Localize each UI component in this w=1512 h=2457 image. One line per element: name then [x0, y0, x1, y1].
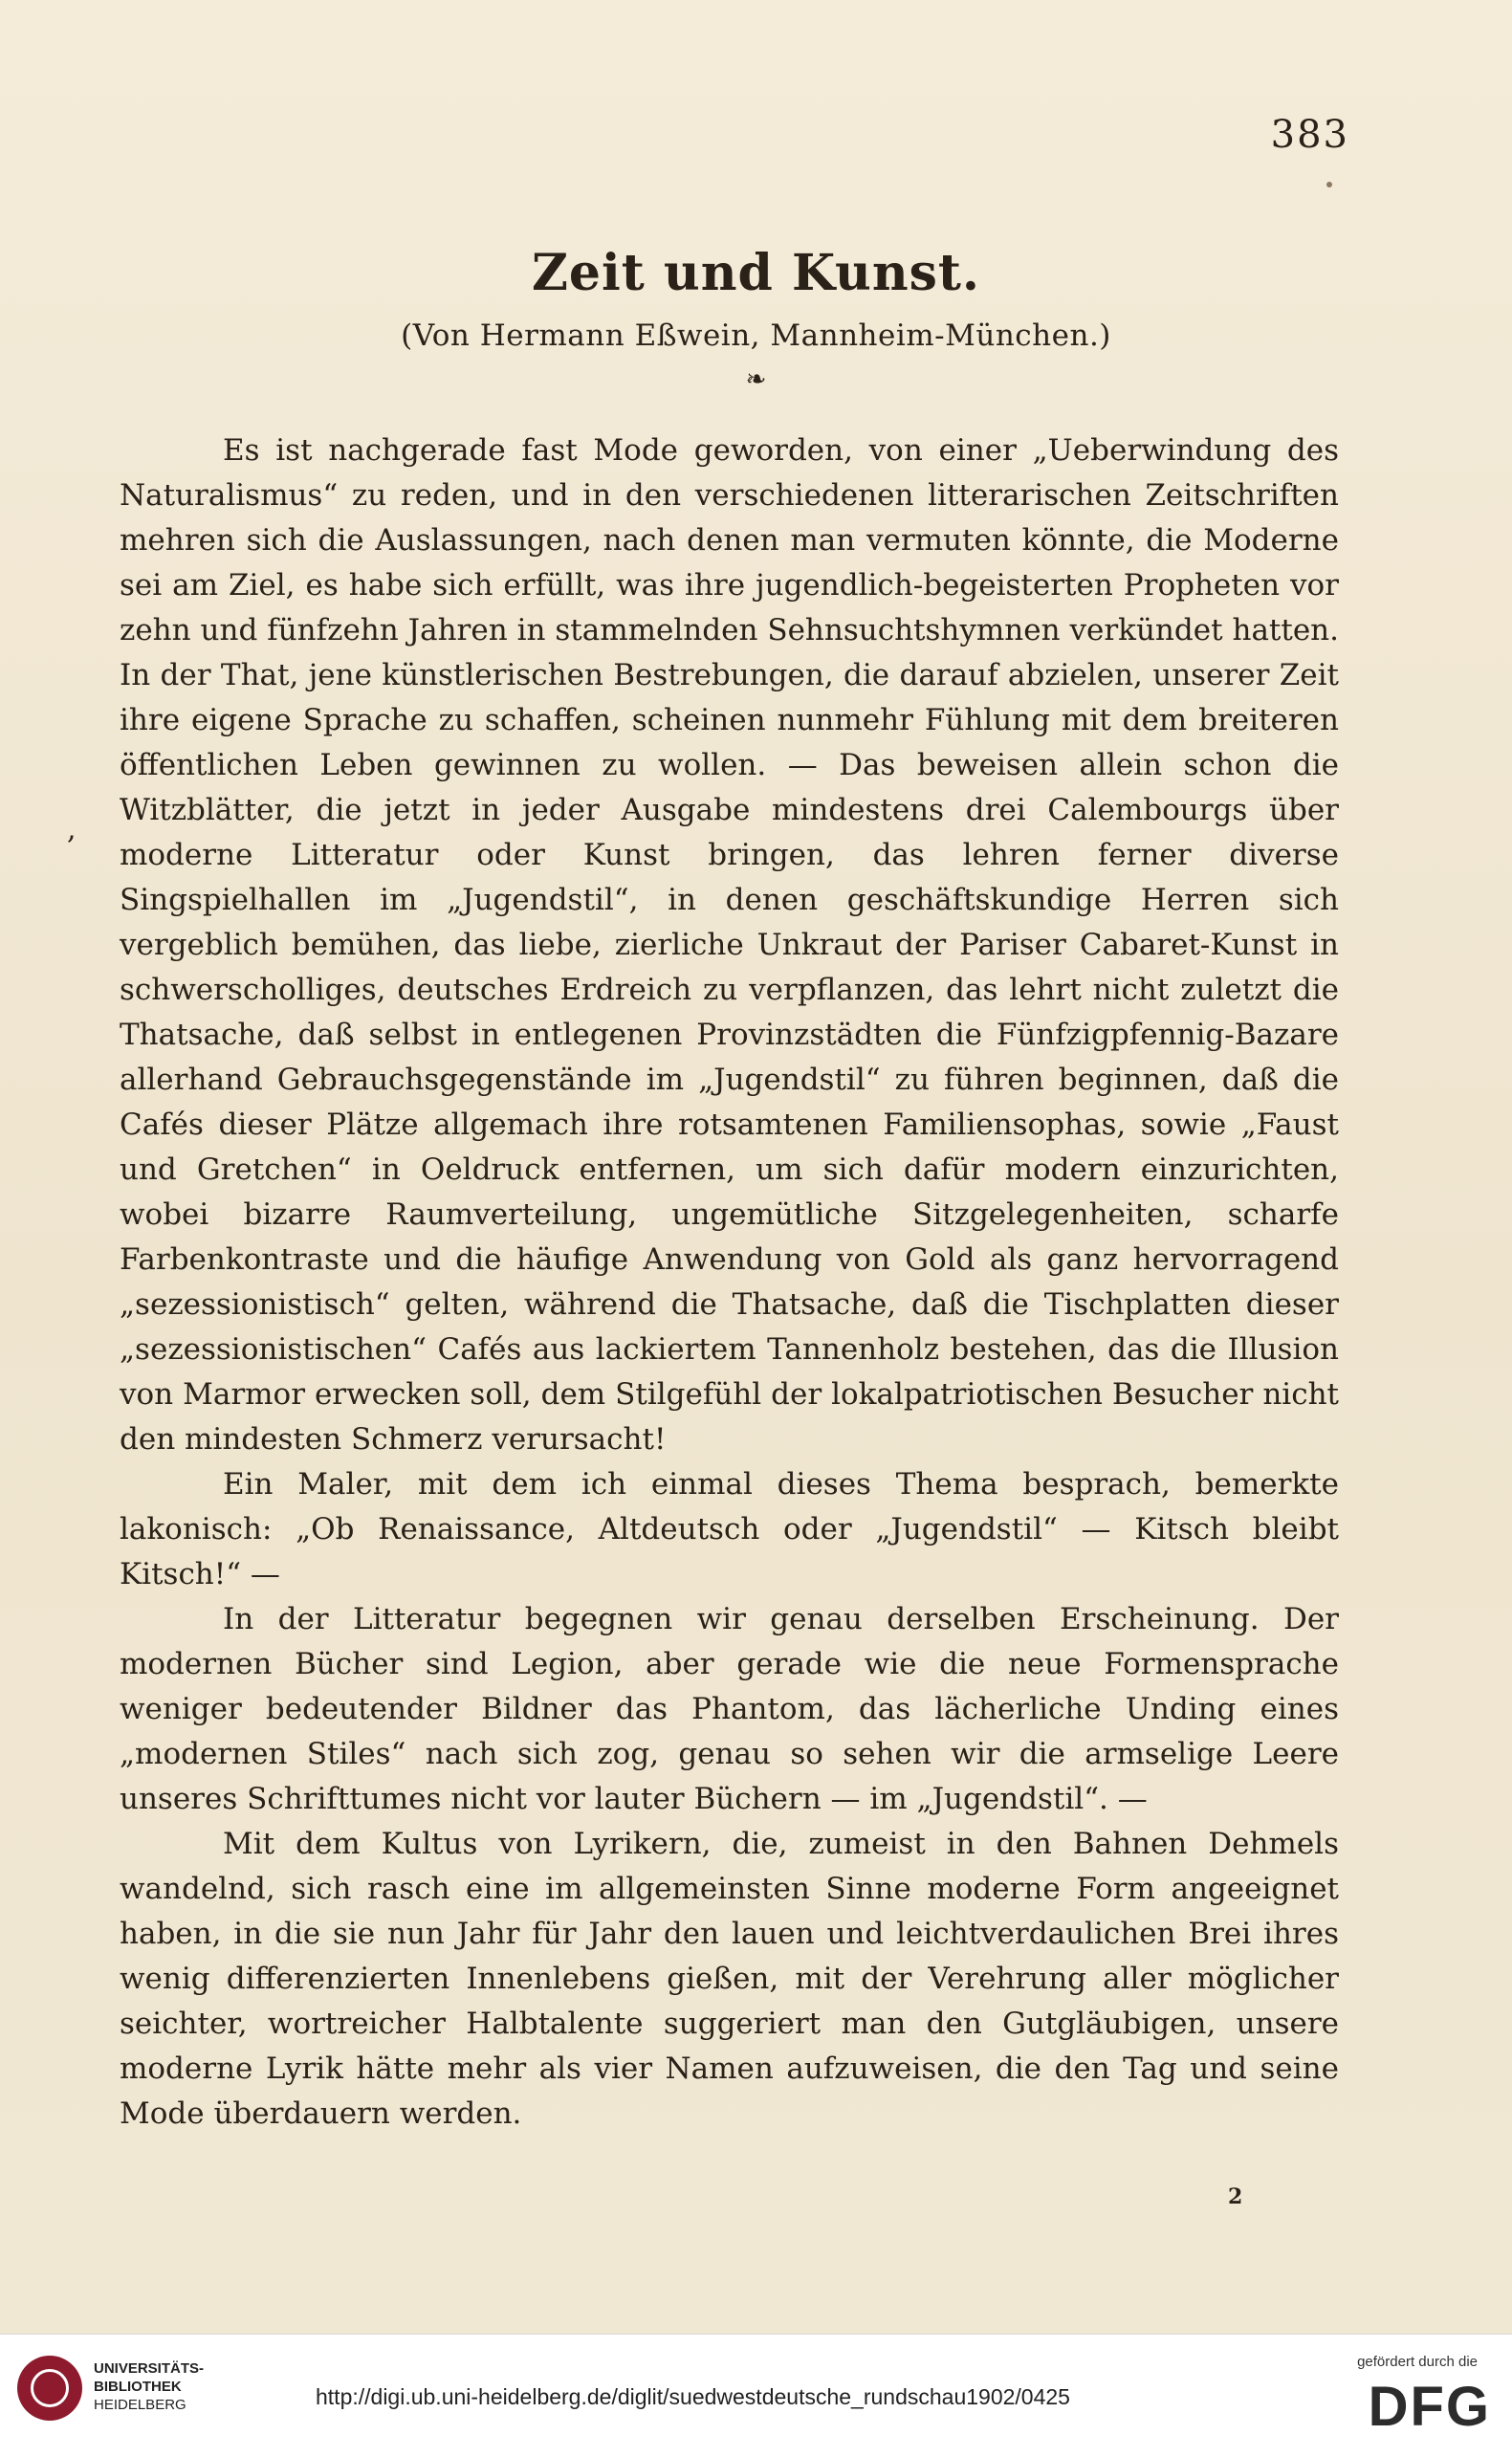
article-byline: (Von Hermann Eßwein, Mannheim-München.)	[401, 318, 1111, 353]
university-seal-icon	[17, 2356, 82, 2421]
margin-mark: ,	[67, 813, 77, 846]
footer-bar	[0, 2334, 1512, 2457]
paragraph-3: In der Litteratur begegnen wir genau derselben Erscheinung. Der modernen Bücher sind Legion, aber gerade wie die neue Formensprache weniger bedeutender Bildner das Phantom, das lächerliche Unding eines „modernen Stiles“ nach sich zog, genau so sehen wir die armselige Leere unseres Schrifttumes nicht vor lauter Büchern — im „Jugendstil“. —	[120, 1602, 1339, 1816]
source-url-link[interactable]: http://digi.ub.uni-heidelberg.de/diglit/suedwestdeutsche_rundschau1902/0425	[316, 2384, 1070, 2409]
page-number: 383	[1270, 113, 1349, 157]
institution-line-2: BIBLIOTHEK	[94, 2379, 182, 2395]
signature-mark: 2	[1228, 2184, 1243, 2209]
article-body	[120, 428, 1339, 2137]
paragraph-2: Ein Maler, mit dem ich einmal dieses Thema besprach, bemerkte lakonisch: „Ob Renaissance, Altdeutsch oder „Jugendstil“ — Kitsch bleibt Kitsch!“ —	[120, 1467, 1339, 1591]
university-library-name	[94, 2359, 204, 2414]
scan-speck	[1326, 182, 1332, 187]
paragraph-1: Es ist nachgerade fast Mode geworden, von einer „Ueberwindung des Naturalismus“ zu reden, und in den verschiedenen litterarischen Zeitschriften mehren sich die Auslassungen, nach denen man vermuten könnte, die Moderne sei am Ziel, es habe sich erfüllt, was ihre jugendlich-begeisterten Propheten vor zehn und fünfzehn Jahren in stammelnden Sehnsuchtshymnen verkündet hatten. In der That, jene künstlerischen Bestrebungen, die darauf abzielen, unserer Zeit ihre eigene Sprache zu schaffen, scheinen nunmehr Fühlung mit dem breiteren öffentlichen Leben gewinnen zu wollen. — Das beweisen allein schon die Witzblätter, die jetzt in jeder Ausgabe mindestens drei Calembourgs über moderne Litteratur oder Kunst bringen, das lehren ferner diverse Singspielhallen im „Jugendstil“, in denen geschäftskundige Herren sich vergeblich bemühen, das liebe, zierliche Unkraut der Pariser Cabaret-Kunst in schwerscholliges, deutsches Erdreich zu verpflanzen, das lehrt nicht zuletzt die Thatsache, daß selbst in entlegenen Provinzstädten die Fünfzigpfennig-Bazare allerhand Gebrauchsgegenstände im „Jugendstil“ zu führen beginnen, daß die Cafés dieser Plätze allgemach ihre rotsamtenen Familiensophas, sowie „Faust und Gretchen“ in Oeldruck entfernen, um sich dafür modern einzurichten, wobei bizarre Raumverteilung, ungemütliche Sitzgelegenheiten, scharfe Farbenkontraste und die häufige Anwendung von Gold als ganz hervorragend „sezessionistisch“ gelten, während die Thatsache, daß die Tischplatten dieser „sezessionistischen“ Cafés aus lackiertem Tannenholz bestehen, das die Illusion von Marmor erwecken soll, dem Stilgefühl der lokalpatriotischen Besucher nicht den mindesten Schmerz verursacht!	[120, 433, 1339, 1457]
funded-by-label: gefördert durch die	[1357, 2354, 1478, 2370]
institution-line-1: UNIVERSITÄTS-	[94, 2360, 205, 2377]
article-title: Zeit und Kunst.	[531, 244, 981, 302]
institution-line-3: HEIDELBERG	[94, 2397, 186, 2413]
ornament-icon: ❧	[745, 365, 767, 394]
paragraph-4: Mit dem Kultus von Lyrikern, die, zumeist in den Bahnen Dehmels wandelnd, sich rasch eine im allgemeinsten Sinne moderne Form angeeignet haben, in die sie nun Jahr für Jahr den lauen und leichtverdaulichen Brei ihres wenig differenzierten Innenlebens gießen, mit der Verehrung aller möglicher seichter, wortreicher Halbtalente suggeriert man den Gutgläubigen, unsere moderne Lyrik hätte mehr als vier Namen aufzuweisen, die den Tag und seine Mode überdauern werden.	[120, 1827, 1339, 2131]
dfg-logo: DFG	[1368, 2376, 1491, 2438]
